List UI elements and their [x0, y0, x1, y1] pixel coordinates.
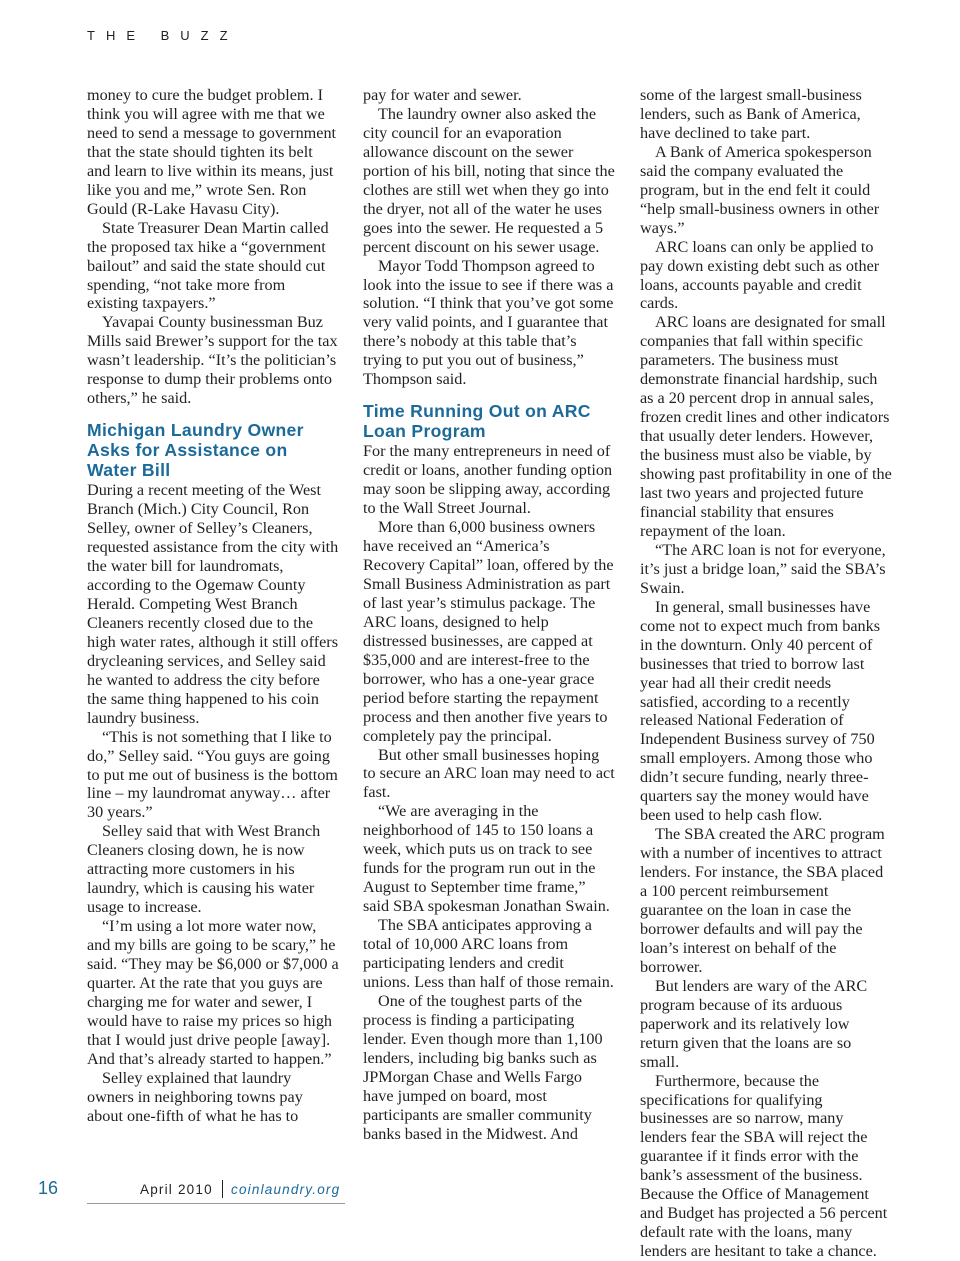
paragraph: some of the largest small-business lenders, such as Bank of America, have declined to take part. — [640, 86, 862, 142]
paragraph: “I’m using a lot more water now, and my bills are going to be scary,” he said. “They may be $6,000 or $7,000 a quarter. At the rate that you guys are charging me for water and sewer, I would have to raise my prices so high that I would just drive people [away]. And that’s already started to happen.” — [87, 917, 339, 1068]
paragraph: State Treasurer Dean Martin called the proposed tax hike a “government bailout” and said the state should cut spending, “not take more from existing taxpayers.” — [87, 218, 329, 313]
paragraph: Selley said that with West Branch Cleaners closing down, he is now attracting more customers in his laundry, which is causing his water usage to increase. — [87, 822, 321, 917]
paragraph: “This is not something that I like to do,” Selley said. “You guys are going to put me out of business is the bottom line – my laundromat anyway… after 30 years.” — [87, 727, 338, 822]
paragraph: pay for water and sewer. — [363, 86, 522, 104]
paragraph: In general, small businesses have come not to expect much from banks in the downturn. Only 40 percent of businesses that tried to borrow last year had all their credit needs satisfied, according to a recently released National Federation of Independent Business survey of 750 small employers. Among those who didn’t secure funding, nearly three-quarters say the money would have been used to help cash flow. — [640, 597, 881, 825]
paragraph: But lenders are wary of the ARC program because of its arduous paperwork and its relatively low return given that the loans are so small. — [640, 976, 868, 1071]
article-column-2 — [363, 86, 615, 1144]
footer-rule — [87, 1203, 345, 1204]
footer-website-link[interactable]: coinlaundry.org — [231, 1182, 341, 1197]
paragraph: Yavapai County businessman Buz Mills said Brewer’s support for the tax wasn’t leadership. “It’s the politician’s response to dump their problems onto others,” he said. — [87, 313, 338, 408]
paragraph: One of the toughest parts of the process is finding a participating lender. Even though more than 1,100 lenders, including big banks such as JPMorgan Chase and Wells Fargo have jumped on board, most participants are smaller community banks based in the Midwest. And — [363, 991, 603, 1143]
running-head: THE BUZZ — [87, 28, 239, 43]
paragraph: “The ARC loan is not for everyone, it’s just a bridge loan,” said the SBA’s Swain. — [640, 540, 886, 597]
page-number: 16 — [38, 1178, 59, 1198]
footer-issue-date: April 2010 — [140, 1182, 213, 1197]
article-column-3 — [640, 86, 892, 1261]
paragraph: Furthermore, because the specifications for qualifying businesses are so narrow, many lenders fear the SBA will reject the guarantee if it finds error with the bank’s assessment of the business. Because the Office of Management and Budget has projected a 56 percent default rate with the loans, many lenders are hesitant to take a chance. — [640, 1071, 888, 1261]
paragraph: “We are averaging in the neighborhood of 145 to 150 loans a week, which puts us on track to see funds for the program run out in the August to September time frame,” said SBA spokesman Jonathan Swain. — [363, 802, 610, 916]
paragraph: The SBA created the ARC program with a number of incentives to attract lenders. For instance, the SBA placed a 100 percent reimbursement guarantee on the loan in case the borrower defaults and will pay the loan’s interest on behalf of the borrower. — [640, 825, 885, 976]
paragraph: The SBA anticipates approving a total of 10,000 ARC loans from participating lenders and credit unions. Less than half of those remain. — [363, 916, 614, 991]
paragraph: Mayor Todd Thompson agreed to look into the issue to see if there was a solution. “I think that you’ve got some very valid points, and I guarantee that there’s nobody at this table that’s trying to put you out of business,” Thompson said. — [363, 256, 614, 389]
paragraph: A Bank of America spokesperson said the company evaluated the program, but in the end felt it could “help small-business owners in other ways.” — [640, 142, 880, 237]
article-heading-michigan-laundry: Michigan Laundry Owner Asks for Assistance on Water Bill — [87, 420, 304, 481]
paragraph: But other small businesses hoping to secure an ARC loan may need to act fast. — [363, 745, 615, 802]
article-heading-arc-loan: Time Running Out on ARC Loan Program — [363, 401, 591, 442]
paragraph: The laundry owner also asked the city council for an evaporation allowance discount on the sewer portion of his bill, noting that since the clothes are still wet when they go into the dryer, not all of the water he uses goes into the sewer. He requested a 5 percent discount on his sewer usage. — [363, 104, 615, 256]
footer-divider — [222, 1180, 223, 1198]
paragraph: During a recent meeting of the West Branch (Mich.) City Council, Ron Selley, owner of Selley’s Cleaners, requested assistance from the city with the water bill for laundromats, according to the Ogemaw County Herald. Competing West Branch Cleaners recently closed due to the high water rates, although it still offers drycleaning services, and Selley said he wanted to address the city before the same thing happened to his coin laundry business. — [87, 481, 339, 727]
paragraph: Selley explained that laundry owners in neighboring towns pay about one-fifth of what he has to — [87, 1068, 303, 1125]
article-column-1 — [87, 86, 339, 1126]
paragraph: money to cure the budget problem. I think you will agree with me that we need to send a message to government that the state should tighten its belt and learn to live within its means, just like you and me,” wrote Sen. Ron Gould (R-Lake Havasu City). — [87, 86, 337, 218]
paragraph: For the many entrepreneurs in need of credit or loans, another funding option may soon be slipping away, according to the Wall Street Journal. — [363, 442, 613, 518]
paragraph: ARC loans are designated for small companies that fall within specific parameters. The business must demonstrate financial hardship, such as a 20 percent drop in annual sales, frozen credit lines and other indicators that usually deter lenders. However, the business must also be viable, by showing past profitability in one of the last two years and projected future financial stability that ensures repayment of the loan. — [640, 313, 892, 540]
paragraph: More than 6,000 business owners have received an “America’s Recovery Capital” loan, offered by the Small Business Administration as part of last year’s stimulus package. The ARC loans, designed to help distressed businesses, are capped at $35,000 and are interest-free to the borrower, who has a one-year grace period before starting the repayment process and then another five years to completely pay the principal. — [363, 518, 614, 745]
paragraph: ARC loans can only be applied to pay down existing debt such as other loans, accounts payable and credit cards. — [640, 237, 880, 313]
